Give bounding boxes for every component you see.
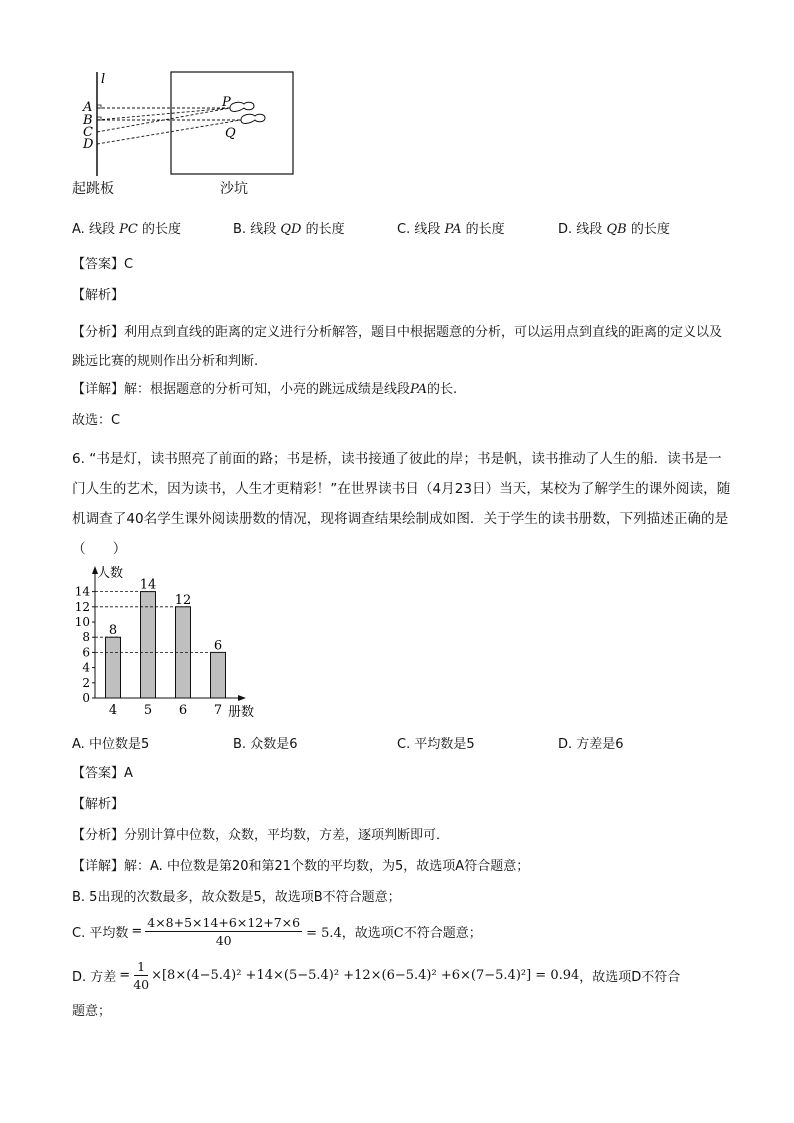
- x-axis-label: 册数: [228, 705, 255, 720]
- q6-line-c: C. 平均数 = $\frac{4\times 8+5\times 14+6\times 12+7\times 6}{40}$ = 5.4，故选项C不符合题意；: [72, 915, 482, 948]
- q6-c-numerator: 4×8+5×14+6×12+7×6: [147, 915, 301, 930]
- q6-xiangjie: 【详解】解：A. 中位数是第20和第21个数的平均数，为5，故选项A符合题意；: [72, 859, 530, 874]
- y-tick-label: 14: [74, 584, 90, 599]
- q6-line-d-tail: 题意；: [72, 1004, 112, 1019]
- q6-line-d: D. 方差 = $\frac{1}{40}$ ×[8×(4−5.4)² +14×(5−5.4)² +12×(6−5.4)² +6×(7−5.4)²] = 0.94 ，故选项D不符合: [72, 959, 681, 992]
- x-tick-label: 5: [143, 703, 153, 718]
- bar-value-label: 8: [108, 623, 118, 639]
- q6-option-b: B. 众数是6: [233, 737, 298, 752]
- bar-7: [211, 652, 226, 698]
- line-l-label: l: [101, 72, 106, 87]
- y-tick-label: 6: [82, 645, 90, 660]
- q5-xiangjie: 【详解】解：根据题意的分析可知，小亮的跳远成绩是线段PA的长.: [72, 382, 458, 397]
- q6-d-denominator: 40: [133, 977, 150, 992]
- bar-5: [141, 592, 156, 698]
- point-b-label: B: [83, 113, 93, 128]
- q6-option-c: C. 平均数是5: [397, 737, 475, 752]
- q5-option-b: B. 线段 QD 的长度: [233, 222, 345, 237]
- footprint-q-icon: [241, 114, 265, 123]
- footprint-p-icon: [230, 102, 254, 111]
- point-p-label: P: [222, 95, 231, 110]
- y-tick-label: 12: [74, 599, 90, 614]
- q6-c-denominator: 40: [215, 933, 232, 948]
- q6-line-b: B. 5出现的次数最多，故众数是5，故选项B不符合题意；: [72, 890, 401, 905]
- q5-option-d: D. 线段 QB 的长度: [558, 222, 670, 237]
- board-label: 起跳板: [72, 181, 114, 197]
- y-tick-label: 2: [82, 675, 90, 690]
- pit-label: 沙坑: [220, 181, 248, 197]
- point-d-label: D: [83, 137, 94, 152]
- x-tick-label: 4: [108, 703, 118, 718]
- bar-value-label: 14: [139, 577, 157, 593]
- point-q-label: Q: [225, 126, 236, 141]
- bar-4: [106, 637, 121, 698]
- y-tick-label: 4: [82, 660, 90, 675]
- q6-option-a: A. 中位数是5: [72, 737, 150, 752]
- y-tick-label: 0: [82, 691, 90, 705]
- q6-stem: 6. “书是灯，读书照亮了前面的路；书是桥，读书接通了彼此的岸；书是帆，读书推动了人生的船．读书是一门人生的艺术，因为读书，人生才更精彩！”在世界读书日（4月23日）当天，某校为了解学生的课外阅读，随机调查了40名学生课外阅读册数的情况，现将调查结果绘制成如图．关于学生的读书册数，下列描述正确的是（ ）: [72, 451, 731, 557]
- q6-option-d: D. 方差是6: [558, 737, 624, 752]
- reading-bar-chart: [70, 560, 270, 725]
- x-axis-arrow-icon: [238, 695, 246, 701]
- q6-d-body: ×[8×(4−5.4)² +14×(5−5.4)² +12×(6−5.4)² +6×(7−5.4)²] = 0.94: [151, 968, 580, 983]
- x-tick-label: 7: [213, 703, 223, 718]
- y-axis-label: 人数: [97, 566, 124, 581]
- sand-pit-box: [171, 72, 293, 174]
- q6-fenxi: 【分析】分别计算中位数，众数，平均数，方差，逐项判断即可．: [72, 828, 450, 843]
- q5-analysis-heading: 【解析】: [72, 288, 125, 303]
- q5-option-a: A. 线段 PC 的长度: [72, 222, 181, 237]
- y-tick-label: 8: [82, 630, 90, 645]
- bar-value-label: 6: [213, 638, 223, 654]
- point-a-label: A: [83, 100, 93, 115]
- x-tick-label: 6: [178, 703, 188, 718]
- point-c-label: C: [83, 125, 93, 140]
- q5-fenxi: 【分析】利用点到直线的距离的定义进行分析解答，题目中根据题意的分析，可以运用点到直线的距离的定义以及跳远比赛的规则作出分析和判断.: [72, 325, 723, 369]
- q5-answer: 【答案】C: [72, 257, 134, 272]
- q5-option-c: C. 线段 PA 的长度: [397, 222, 505, 237]
- q6-d-numerator: 1: [134, 958, 148, 976]
- q6-analysis-heading: 【解析】: [72, 797, 125, 812]
- y-tick-label: 10: [74, 615, 90, 629]
- q5-choose: 故选：C: [72, 413, 121, 428]
- q6-answer: 【答案】A: [72, 766, 133, 781]
- bar-value-label: 12: [174, 592, 192, 608]
